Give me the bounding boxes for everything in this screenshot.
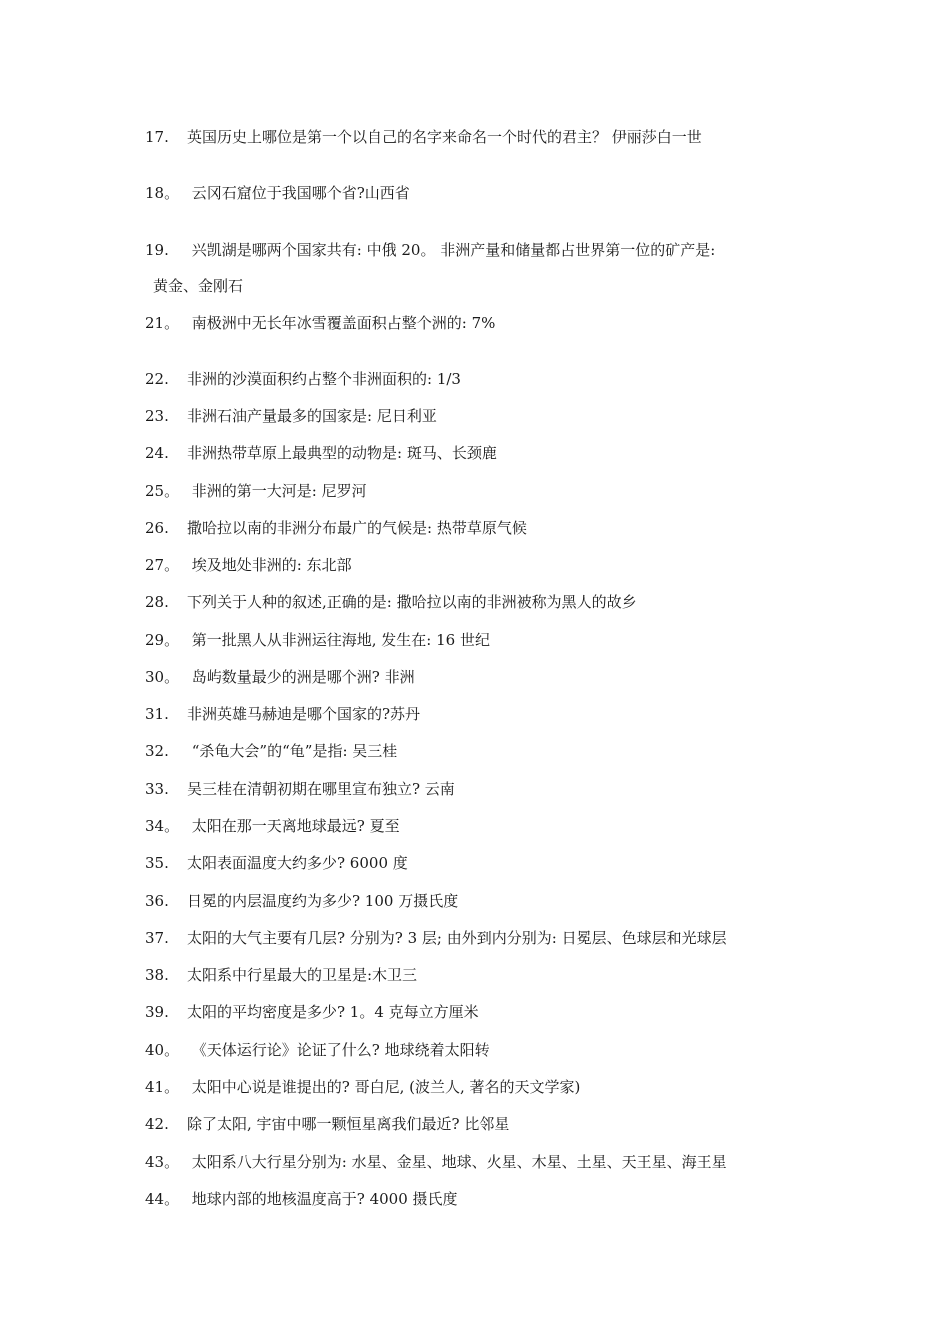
list-item (145, 555, 825, 575)
item-text: 太阳的大气主要有几层? 分别为? 3 层; 由外到内分别为: 日冕层、色球层和光球层 (187, 929, 727, 947)
item-text: 非洲的第一大河是: 尼罗河 (187, 482, 367, 500)
item-text: 太阳在那一天离地球最远? 夏至 (187, 817, 400, 835)
list-item (145, 704, 825, 724)
item-text: 埃及地处非洲的: 东北部 (187, 556, 352, 574)
list-item (145, 1040, 825, 1060)
item-text: 云冈石窟位于我国哪个省?山西省 (187, 184, 410, 202)
item-number: 22. (145, 370, 169, 388)
item-number: 35. (145, 854, 169, 872)
item-text: 太阳的平均密度是多少? 1。4 克每立方厘米 (187, 1003, 479, 1021)
item-number: 23. (145, 407, 169, 425)
list-item (145, 406, 825, 426)
list-item (145, 779, 825, 799)
list-item (145, 369, 825, 389)
item-text: 非洲英雄马赫迪是哪个国家的?苏丹 (187, 705, 421, 723)
list-item (145, 240, 825, 260)
list-item (145, 630, 825, 650)
item-number: 27。 (145, 556, 180, 574)
item-number: 37. (145, 929, 169, 947)
item-text: 除了太阳, 宇宙中哪一颗恒星离我们最近? 比邻星 (187, 1115, 510, 1133)
item-number: 41。 (145, 1078, 180, 1096)
item-text: 太阳系中行星最大的卫星是:木卫三 (187, 966, 418, 984)
item-text: 日冕的内层温度约为多少? 100 万摄氏度 (187, 892, 459, 910)
item-text: “杀龟大会”的“龟”是指: 吴三桂 (187, 742, 398, 760)
list-item (145, 1077, 825, 1097)
item-text: 撒哈拉以南的非洲分布最广的气候是: 热带草原气候 (187, 519, 527, 537)
list-item (145, 1152, 825, 1172)
item-text: 非洲石油产量最多的国家是: 尼日利亚 (187, 407, 437, 425)
item-number: 18。 (145, 184, 180, 202)
item-text: 地球内部的地核温度高于? 4000 摄氏度 (187, 1190, 458, 1208)
item-number: 44。 (145, 1190, 180, 1208)
item-text: 英国历史上哪位是第一个以自己的名字来命名一个时代的君主？ 伊丽莎白一世 (187, 128, 702, 146)
item-text: 非洲的沙漠面积约占整个非洲面积的: 1/3 (187, 370, 461, 388)
item-text: 太阳中心说是谁提出的? 哥白尼, (波兰人, 著名的天文学家) (187, 1078, 581, 1096)
item-number: 26. (145, 519, 169, 537)
item-text: 兴凯湖是哪两个国家共有: 中俄 20。 非洲产量和储量都占世界第一位的矿产是: (187, 241, 716, 259)
item-number: 43。 (145, 1153, 180, 1171)
item-number: 30。 (145, 668, 180, 686)
item-number: 42. (145, 1115, 169, 1133)
item-text: 非洲热带草原上最典型的动物是: 斑马、长颈鹿 (187, 444, 497, 462)
list-item (145, 592, 825, 612)
item-number: 36. (145, 892, 169, 910)
item-number: 40。 (145, 1041, 180, 1059)
list-item (145, 1114, 825, 1134)
list-item (145, 928, 825, 948)
item-number: 39. (145, 1003, 169, 1021)
item-text: 下列关于人种的叙述,正确的是: 撒哈拉以南的非洲被称为黑人的故乡 (187, 593, 637, 611)
item-text: 岛屿数量最少的洲是哪个洲? 非洲 (187, 668, 415, 686)
list-item (145, 313, 825, 333)
list-item (145, 1002, 825, 1022)
list-item (145, 891, 825, 911)
item-number: 19. (145, 241, 169, 259)
list-item (145, 741, 825, 761)
list-item (145, 443, 825, 463)
item-number: 33. (145, 780, 169, 798)
item-number: 34。 (145, 817, 180, 835)
list-item (145, 183, 825, 203)
item-number: 17. (145, 128, 169, 146)
item-text: 南极洲中无长年冰雪覆盖面积占整个洲的: 7% (187, 314, 496, 332)
list-item (145, 816, 825, 836)
item-text: 太阳系八大行星分别为: 水星、金星、地球、火星、木星、土星、天王星、海王星 (187, 1153, 727, 1171)
list-item (145, 1189, 825, 1209)
list-item (145, 481, 825, 501)
item-number: 38. (145, 966, 169, 984)
item-number: 31. (145, 705, 169, 723)
item-text: 第一批黑人从非洲运往海地, 发生在: 16 世纪 (187, 631, 490, 649)
list-item-continuation (153, 276, 833, 296)
item-number: 25。 (145, 482, 180, 500)
item-text: 太阳表面温度大约多少? 6000 度 (187, 854, 408, 872)
item-text: 《天体运行论》论证了什么? 地球绕着太阳转 (187, 1041, 490, 1059)
list-item (145, 518, 825, 538)
list-item (145, 965, 825, 985)
list-item (145, 667, 825, 687)
item-text: 吴三桂在清朝初期在哪里宣布独立? 云南 (187, 780, 455, 798)
item-number: 24. (145, 444, 169, 462)
item-text: 黄金、金刚石 (153, 277, 244, 295)
list-item (145, 127, 825, 147)
item-number: 21。 (145, 314, 180, 332)
item-number: 28. (145, 593, 169, 611)
item-number: 32. (145, 742, 169, 760)
item-number: 29。 (145, 631, 180, 649)
list-item (145, 853, 825, 873)
